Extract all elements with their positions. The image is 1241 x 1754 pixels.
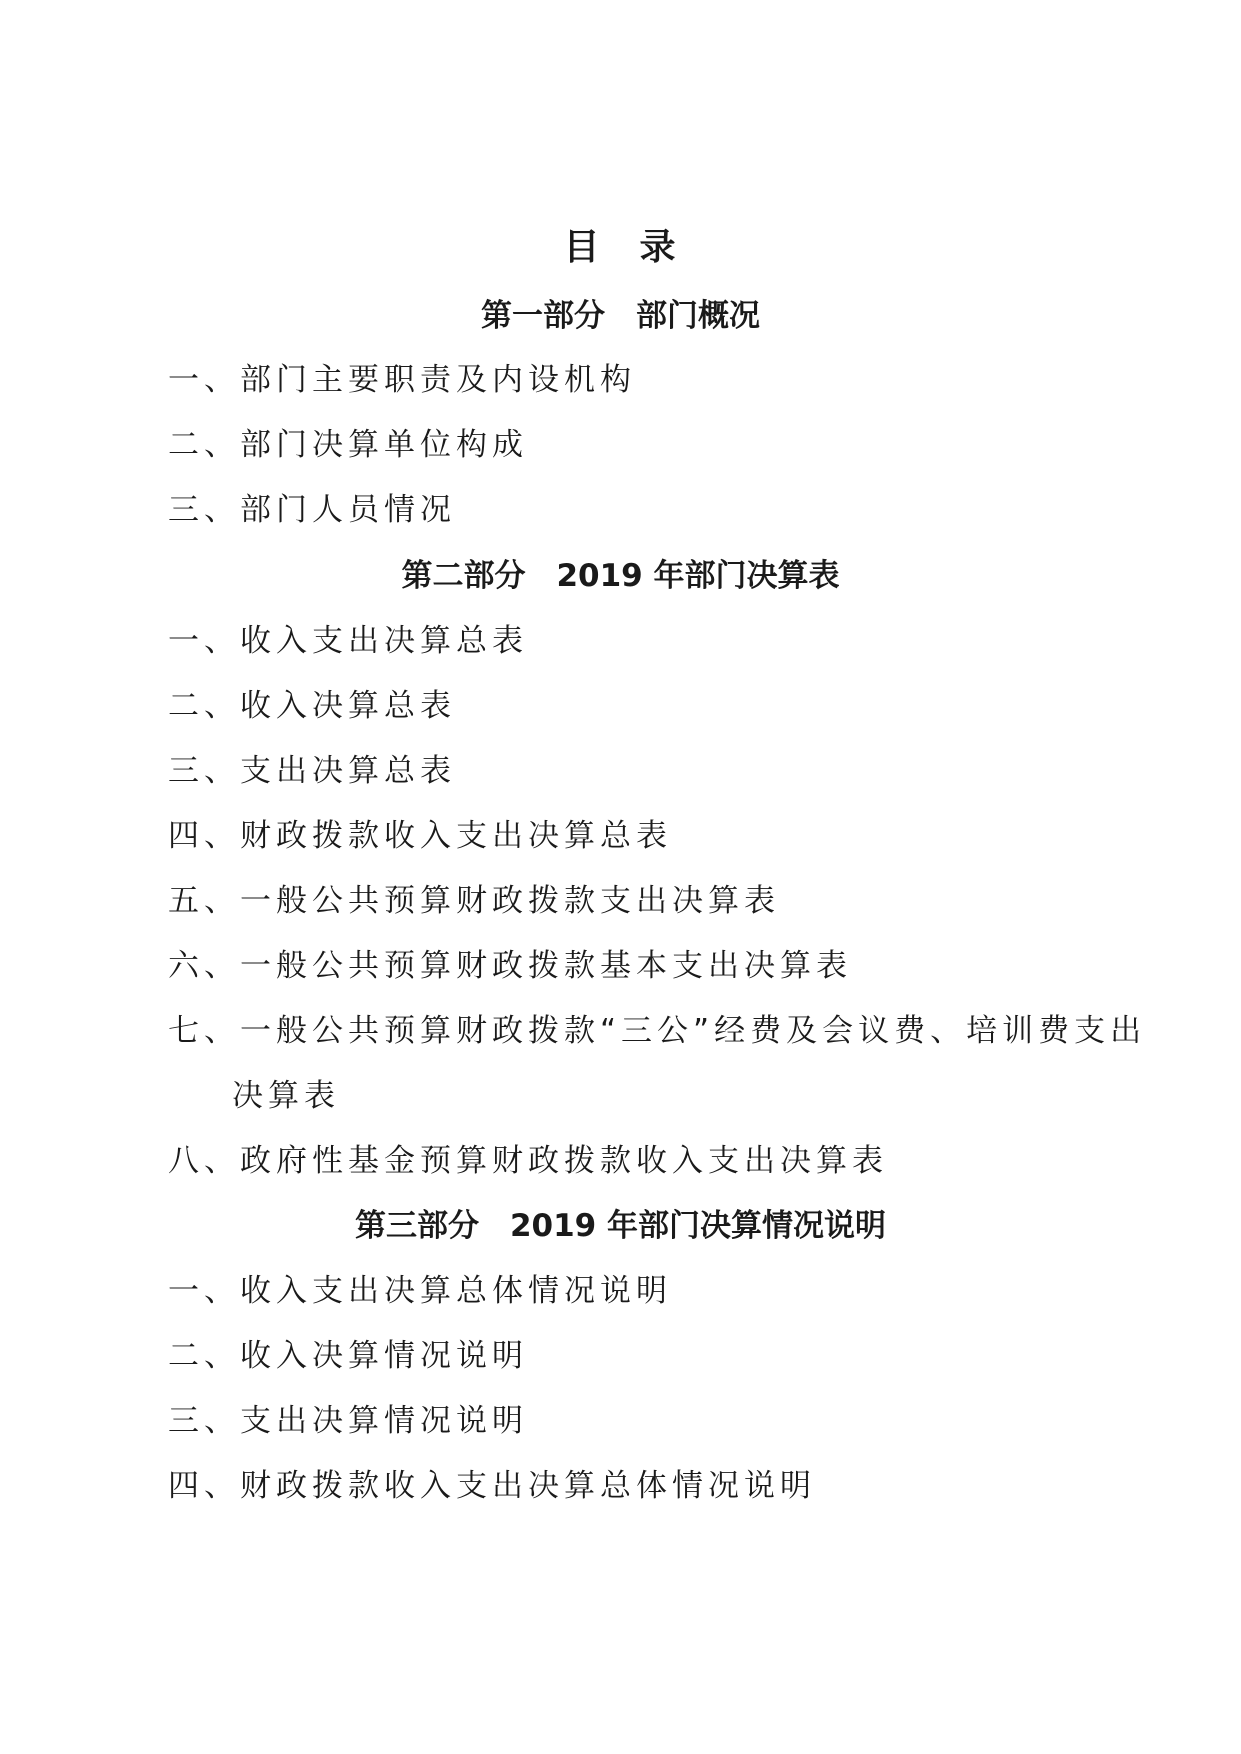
toc-item: 四、财政拨款收入支出决算总表 xyxy=(168,818,672,854)
part3-heading: 第三部分 2019 年部门决算情况说明 xyxy=(354,1208,887,1244)
toc-item: 三、部门人员情况 xyxy=(168,492,456,528)
toc-item: 八、政府性基金预算财政拨款收入支出决算表 xyxy=(168,1143,888,1179)
toc-item-continuation: 决算表 xyxy=(232,1078,340,1114)
toc-item: 二、收入决算情况说明 xyxy=(168,1338,528,1374)
toc-title: 目 录 xyxy=(563,227,678,268)
toc-item: 一、收入支出决算总体情况说明 xyxy=(168,1273,672,1309)
toc-item: 四、财政拨款收入支出决算总体情况说明 xyxy=(168,1468,816,1504)
part1-heading: 第一部分 部门概况 xyxy=(481,298,760,334)
toc-item: 一、收入支出决算总表 xyxy=(168,623,528,659)
toc-item: 五、一般公共预算财政拨款支出决算表 xyxy=(168,883,780,919)
toc-item: 三、支出决算总表 xyxy=(168,753,456,789)
toc-item: 六、一般公共预算财政拨款基本支出决算表 xyxy=(168,948,852,984)
toc-item: 七、一般公共预算财政拨款“三公”经费及会议费、培训费支出 xyxy=(168,1013,1147,1049)
toc-item: 二、部门决算单位构成 xyxy=(168,427,528,463)
toc-item: 二、收入决算总表 xyxy=(168,688,456,724)
part2-heading: 第二部分 2019 年部门决算表 xyxy=(401,558,840,594)
toc-item: 三、支出决算情况说明 xyxy=(168,1403,528,1439)
toc-item: 一、部门主要职责及内设机构 xyxy=(168,362,636,398)
